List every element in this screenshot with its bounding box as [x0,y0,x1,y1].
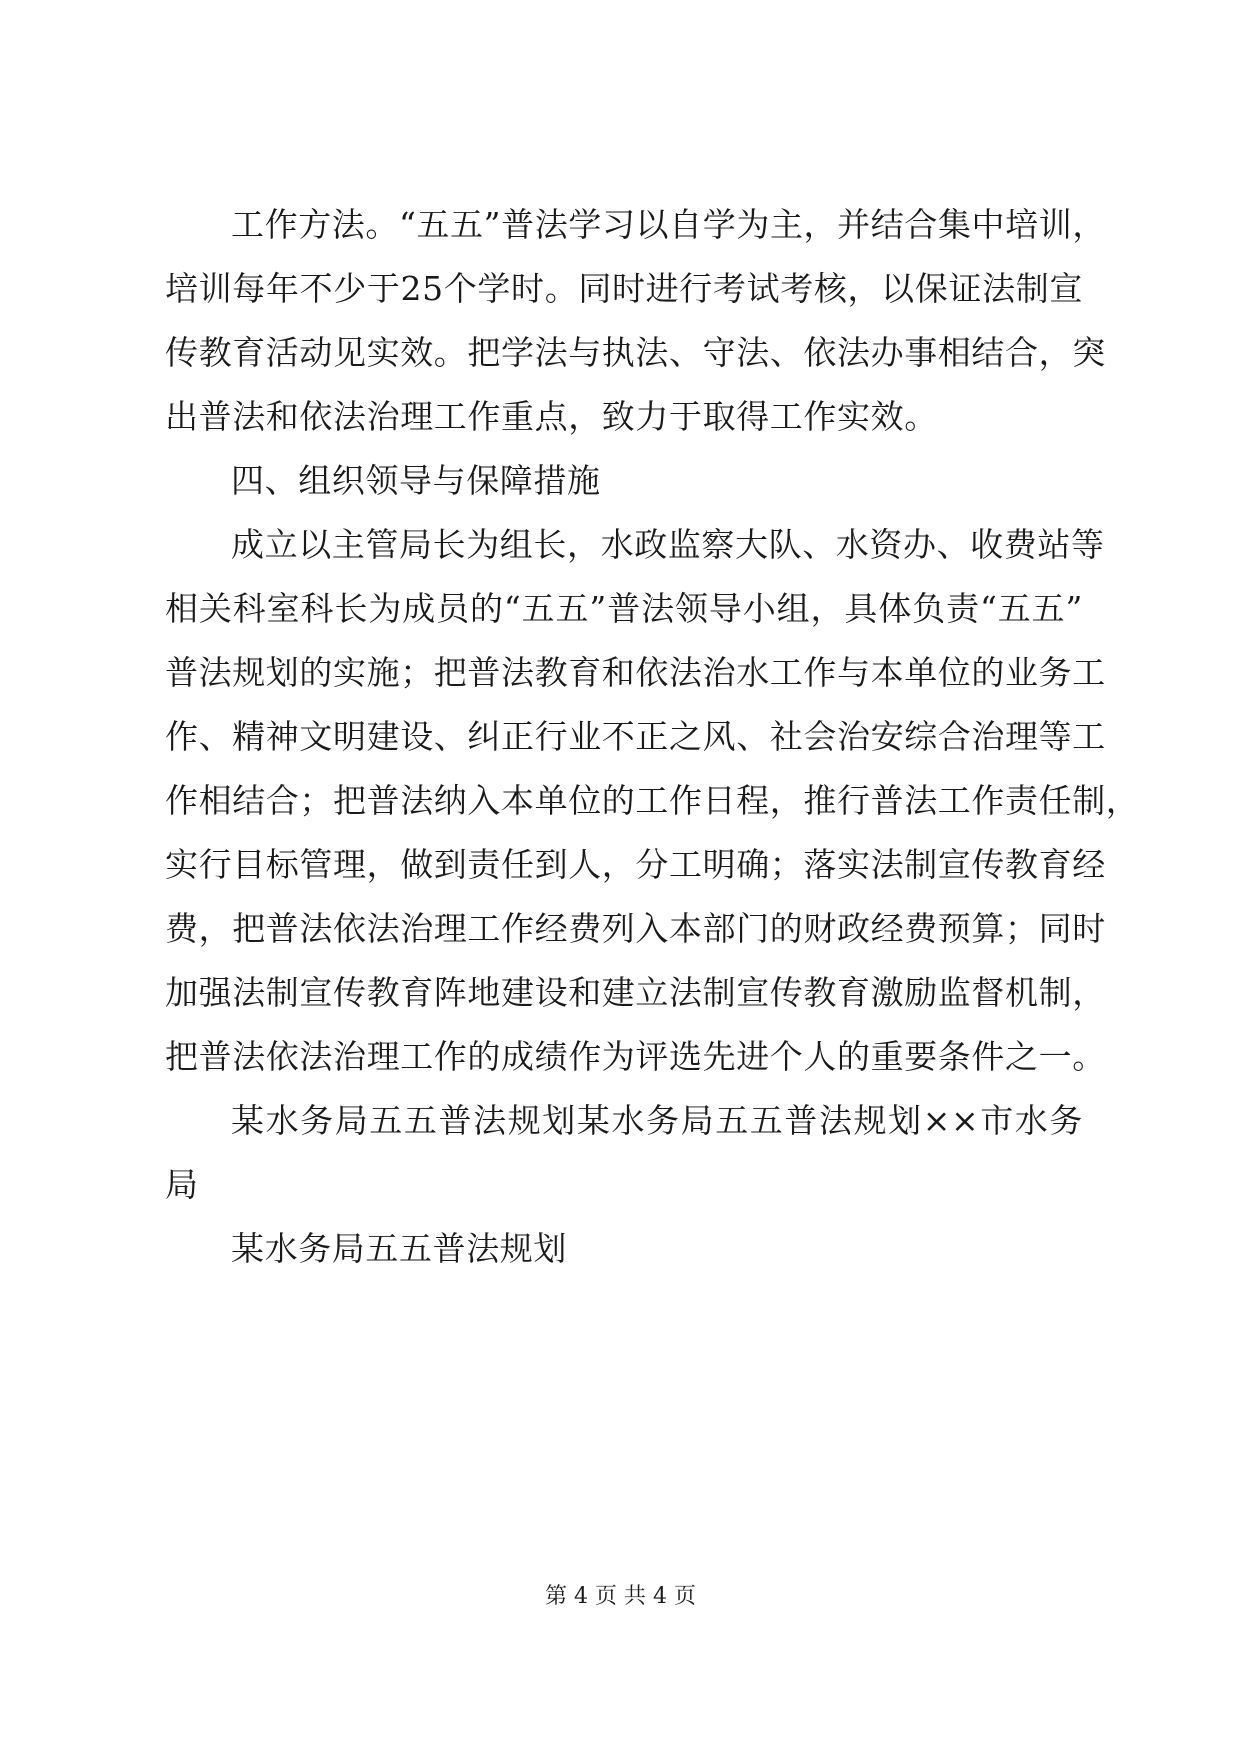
page-number-footer: 第 4 页 共 4 页 [545,1584,696,1609]
text-line: 作、精神文明建设、纠正行业不正之风、社会治安综合治理等工 [165,717,1106,756]
text-line: 成立以主管局长为组长，水政监察大队、水资办、收费站等 [231,525,1105,564]
text-line: 把普法依法治理工作的成绩作为评选先进个人的重要条件之一。 [165,1037,1106,1076]
text-line: 局 [165,1165,199,1204]
text-line: 培训每年不少于25个学时。同时进行考试考核，以保证法制宣 [165,269,1083,308]
text-line: 作相结合；把普法纳入本单位的工作日程，推行普法工作责任制， [165,781,1140,820]
text-line: 普法规划的实施；把普法教育和依法治水工作与本单位的业务工 [165,653,1106,692]
text-line: 实行目标管理，做到责任到人，分工明确；落实法制宣传教育经 [165,845,1106,884]
text-line: 相关科室科长为成员的“五五”普法领导小组，具体负责“五五” [165,589,1083,628]
text-line: 出普法和依法治理工作重点，致力于取得工作实效。 [165,397,938,436]
text-line: 工作方法。“五五”普法学习以自学为主，并结合集中培训， [231,205,1106,244]
section-heading: 四、组织领导与保障措施 [231,461,601,500]
text-line: 加强法制宣传教育阵地建设和建立法制宣传教育激励监督机制， [165,973,1106,1012]
text-line: 传教育活动见实效。把学法与执法、守法、依法办事相结合，突 [165,333,1106,372]
text-line: 费，把普法依法治理工作经费列入本部门的财政经费预算；同时 [165,909,1106,948]
text-line: 某水务局五五普法规划某水务局五五普法规划××市水务 [231,1101,1083,1140]
text-line: 某水务局五五普法规划 [231,1229,567,1268]
